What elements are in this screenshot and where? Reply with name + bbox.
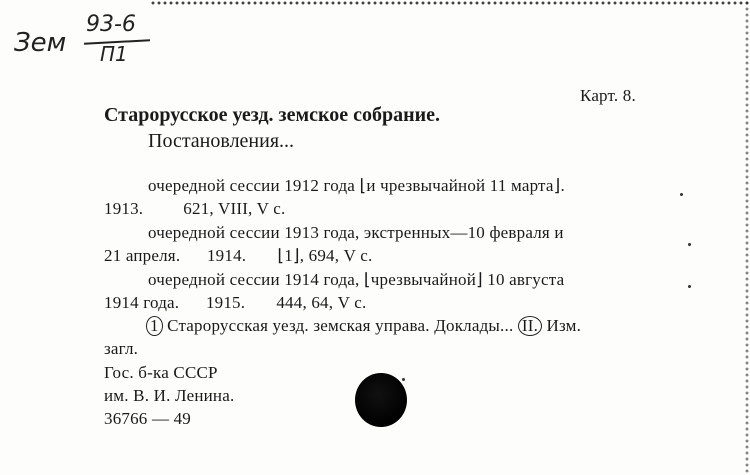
entry-3-line1: очередной сессии 1914 года, ⌊чрезвычайной⌋ 10 августа <box>148 270 565 289</box>
card-heading: Старорусское уезд. земское собрание. <box>104 104 441 126</box>
library-stamp-line1: Гос. б-ка СССР <box>104 363 218 382</box>
see-also-marker: 1 <box>146 316 163 336</box>
card-subheading: Постановления... <box>148 130 295 152</box>
stray-mark <box>688 243 691 246</box>
see-also-text: Старорусская уезд. земская управа. Доклады... <box>167 316 514 335</box>
stray-mark <box>688 285 691 288</box>
library-stamp-line2: им. В. И. Ленина. <box>104 386 235 405</box>
see-also-line2: загл. <box>104 339 139 358</box>
entry-1-line2: 1913. 621, VIII, V с. <box>104 199 286 218</box>
perforated-edge-top <box>150 0 750 6</box>
see-also-circled: II. <box>518 316 542 336</box>
entry-2-line1: очередной сессии 1913 года, экстренных—10 февраля и <box>148 223 564 242</box>
punch-hole <box>355 373 407 427</box>
perforated-edge-right <box>744 0 750 475</box>
handwritten-zem: Зем <box>14 28 67 58</box>
stray-mark <box>402 378 405 381</box>
handwritten-shelf-bottom: П1 <box>100 42 128 66</box>
stray-mark <box>680 193 683 196</box>
entry-2-line2: 21 апреля. 1914. ⌊1⌋, 694, V с. <box>104 246 373 265</box>
see-also-line <box>146 316 581 336</box>
handwritten-shelf-top: 93-6 <box>86 12 136 37</box>
card-number: Карт. 8. <box>580 86 636 105</box>
entry-1-line1: очередной сессии 1912 года ⌊и чрезвычайной 11 марта⌋. <box>148 176 565 195</box>
library-stamp-line3: 36766 — 49 <box>104 409 191 428</box>
see-also-tail: Изм. <box>546 316 582 335</box>
entry-3-line2: 1914 года. 1915. 444, 64, V с. <box>104 293 367 312</box>
